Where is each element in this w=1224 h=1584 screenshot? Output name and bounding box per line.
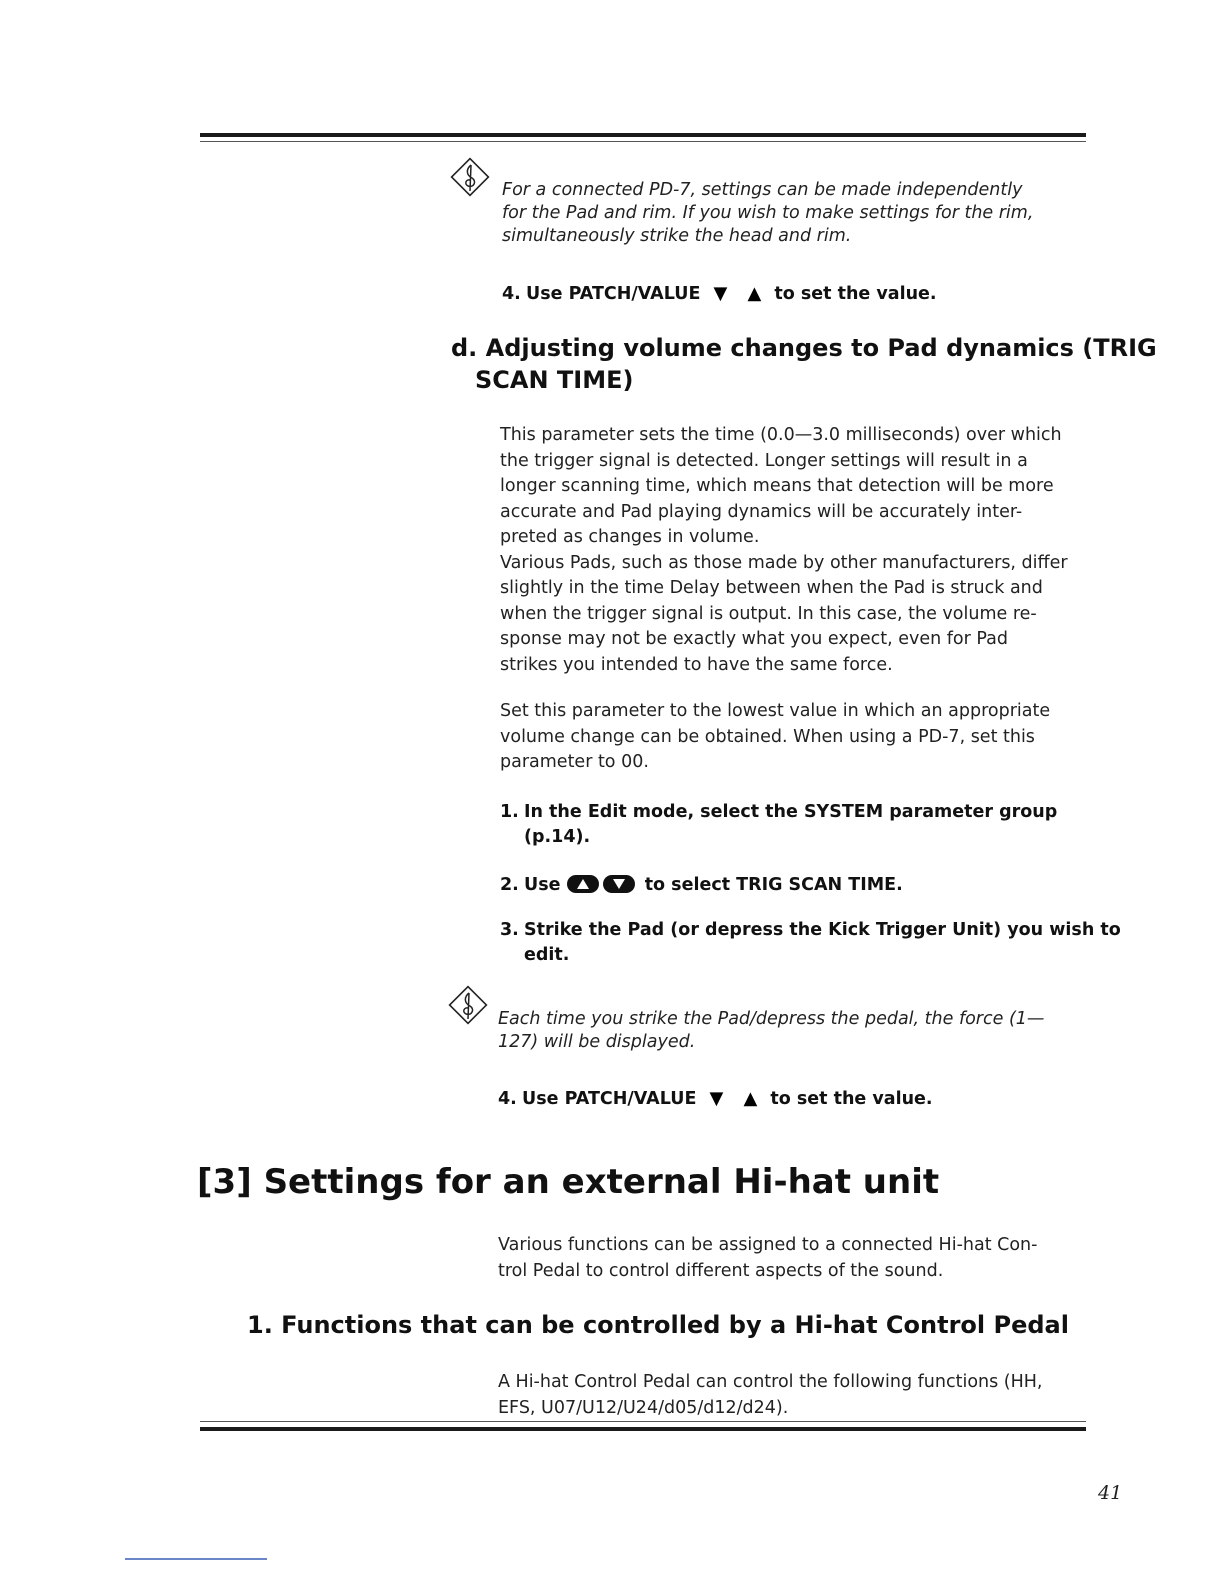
step-3 — [500, 918, 1121, 968]
step-number: 1. — [500, 802, 519, 822]
treble-clef-diamond-icon — [448, 155, 492, 199]
step-text: Strike the Pad (or depress the Kick Trigger Unit) you wish to — [524, 920, 1121, 940]
bottom-rule-thin — [200, 1421, 1086, 1422]
paragraph-line: strikes you intended to have the same force. — [500, 654, 893, 675]
paragraph-line: trol Pedal to control different aspects of the sound. — [498, 1260, 944, 1281]
paragraph-line: the trigger signal is detected. Longer settings will result in a — [500, 450, 1028, 471]
note-line: 127) will be displayed. — [498, 1032, 696, 1052]
note-line: simultaneously strike the head and rim. — [502, 226, 852, 246]
step-text-before: Use — [524, 875, 561, 895]
section-heading-hihat: [3] Settings for an external Hi-hat unit — [197, 1162, 940, 1202]
note-line: Each time you strike the Pad/depress the pedal, the force (1— — [498, 1009, 1045, 1029]
step-4-second — [498, 1087, 933, 1112]
paragraph-line: This parameter sets the time (0.0—3.0 milliseconds) over which — [500, 425, 1062, 445]
treble-clef-diamond-icon — [446, 983, 490, 1027]
step-text: edit. — [524, 945, 570, 965]
step-1 — [500, 800, 1057, 850]
step-text: In the Edit mode, select the SYSTEM parameter group — [524, 802, 1058, 822]
down-cursor-button-icon — [603, 875, 635, 893]
paragraph-line: Various functions can be assigned to a connected Hi-hat Con- — [498, 1235, 1038, 1255]
paragraph-scan-time-description — [500, 423, 1068, 678]
paragraph-line: slightly in the time Delay between when the Pad is struck and — [500, 578, 1043, 598]
note-pd7-rim — [502, 179, 1033, 248]
paragraph-line: longer scanning time, which means that detection will be more — [500, 476, 1054, 496]
paragraph-line: volume change can be obtained. When using a PD-7, set this — [500, 726, 1035, 747]
step-number: 4. — [498, 1089, 517, 1109]
bottom-rule-thick — [200, 1427, 1086, 1431]
heading-trig-scan-time — [451, 332, 1157, 396]
paragraph-line: preted as changes in volume. — [500, 527, 760, 547]
step-text-after: to set the value. — [770, 1089, 933, 1109]
subsection-heading-functions: 1. Functions that can be controlled by a Hi-hat Control Pedal — [247, 1311, 1069, 1339]
step-4-first — [502, 282, 937, 307]
step-number: 3. — [500, 920, 519, 940]
paragraph-line: EFS, U07/U12/U24/d05/d12/d24). — [498, 1397, 789, 1418]
down-arrow-key-icon: ▼ — [713, 283, 728, 304]
heading-line: d. Adjusting volume changes to Pad dynamics (TRIG — [451, 334, 1157, 362]
down-arrow-key-icon: ▼ — [709, 1088, 724, 1109]
step-number: 2. — [500, 875, 519, 895]
paragraph-line: when the trigger signal is output. In this case, the volume re- — [500, 603, 1037, 624]
page-number: 41 — [1098, 1482, 1123, 1504]
top-rule-thick — [200, 133, 1086, 137]
up-arrow-key-icon: ▲ — [747, 283, 762, 304]
paragraph-line: sponse may not be exactly what you expect, even for Pad — [500, 629, 1008, 649]
up-cursor-button-icon — [567, 875, 599, 893]
step-2 — [500, 873, 903, 898]
note-line: For a connected PD-7, settings can be made independently — [502, 180, 1023, 200]
paragraph-line: accurate and Pad playing dynamics will be accurately inter- — [500, 501, 1023, 522]
paragraph-line: A Hi-hat Control Pedal can control the following functions (HH, — [498, 1372, 1043, 1392]
step-text: (p.14). — [524, 827, 591, 847]
note-force-display — [498, 1008, 1044, 1054]
paragraph-line: Various Pads, such as those made by other manufacturers, differ — [500, 552, 1068, 573]
paragraph-line: parameter to 00. — [500, 752, 649, 772]
heading-line: SCAN TIME) — [475, 366, 634, 394]
step-text-before: Use PATCH/VALUE — [522, 1089, 697, 1109]
paragraph-line: Set this parameter to the lowest value in which an appropriate — [500, 701, 1051, 721]
step-text-before: Use PATCH/VALUE — [526, 284, 701, 304]
step-text-after: to set the value. — [774, 284, 937, 304]
up-arrow-key-icon: ▲ — [743, 1088, 758, 1109]
footer-divider — [125, 1558, 267, 1560]
step-number: 4. — [502, 284, 521, 304]
paragraph-hihat-intro — [498, 1233, 1037, 1284]
note-line: for the Pad and rim. If you wish to make settings for the rim, — [502, 203, 1034, 223]
step-text-after: to select TRIG SCAN TIME. — [644, 875, 903, 895]
paragraph-hihat-functions — [498, 1370, 1043, 1421]
paragraph-lowest-value — [500, 699, 1050, 776]
top-rule-thin — [200, 141, 1086, 142]
